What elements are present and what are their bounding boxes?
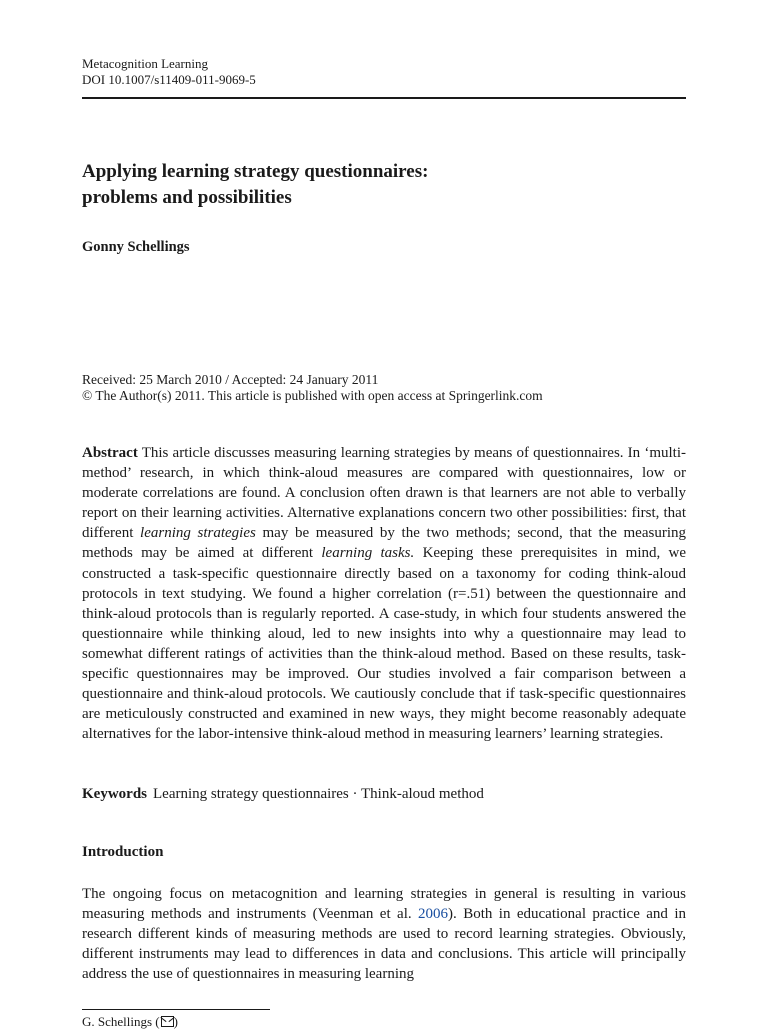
journal-name: Metacognition Learning <box>82 56 208 71</box>
section-heading-introduction: Introduction <box>82 844 164 860</box>
keywords-text: Learning strategy questionnaires · Think-aloud method <box>153 786 484 802</box>
author-name: Gonny Schellings <box>82 239 190 255</box>
abstract-text-1: This article discusses measuring learning strategies by means of questionnaires. In ‘multi-method’ research, in which think-aloud measures are compared with questionnaires, low or moderate correlations are found. A conclusion often drawn is that learners are not able to verbally report on their learning activities. Alternative explanations concern two other possibilities: first, that different <box>82 445 686 542</box>
mail-icon[interactable] <box>161 1016 174 1027</box>
title-line-2: problems and possibilities <box>82 187 292 208</box>
intro-text-1: The ongoing focus on metacognition and learning strategies in general is resulting in various measuring methods and instruments (Veenman et al. <box>82 886 686 923</box>
keywords-label: Keywords <box>82 786 147 802</box>
title-line-1: Applying learning strategy questionnaires: <box>82 161 429 182</box>
footnote: G. Schellings ( ) <box>82 1014 178 1029</box>
introduction-text <box>82 884 686 984</box>
keywords <box>82 784 484 804</box>
abstract-text-2: may be measured by the two methods; second, that the measuring methods may be aimed at different <box>82 525 686 562</box>
journal-header <box>82 56 256 88</box>
publication-info <box>82 372 543 404</box>
article-title <box>82 159 428 211</box>
abstract-text-3: Keeping these prerequisites in mind, we constructed a task-specific questionnaire directly based on a taxonomy for coding think-aloud protocols in text studying. We found a higher correlation (r=.51) between the questionnaire and think-aloud protocols than is regularly reported. A case-study, in which four students answered the questionnaire while thinking aloud, led to new insights into why a questionnaire may lead to somewhat different ratings of activities than the think-aloud method. Based on these results, task-specific questionnaires may be improved. Our studies involved a fair comparison between a questionnaire and think-aloud protocols. We cautiously conclude that if task-specific questionnaires are meticulously constructed and examined in new ways, they might become reasonably adequate alternatives for the labor-intensive think-aloud method in measuring learners’ learning strategies. <box>82 545 687 743</box>
intro-text-2: ). Both in educational practice and in research different kinds of measuring methods are used to record learning strategies. Obviously, different instruments may lead to differences in data and conclusions. This article will principally address the use of questionnaires in measuring learning <box>82 906 686 983</box>
abstract-label: Abstract <box>82 445 138 461</box>
doi[interactable]: DOI 10.1007/s11409-011-9069-5 <box>82 72 256 87</box>
abstract <box>82 443 686 744</box>
copyright-line: © The Author(s) 2011. This article is published with open access at Springerlink.com <box>82 388 543 403</box>
citation-link[interactable]: 2006 <box>418 906 449 923</box>
header-rule <box>82 97 686 99</box>
abstract-emphasis-1: learning strategies <box>140 525 256 542</box>
received-accepted: Received: 25 March 2010 / Accepted: 24 January 2011 <box>82 372 379 387</box>
footnote-rule <box>82 1009 270 1010</box>
footnote-text: G. Schellings ( <box>82 1014 160 1029</box>
abstract-emphasis-2: learning tasks. <box>321 545 415 562</box>
